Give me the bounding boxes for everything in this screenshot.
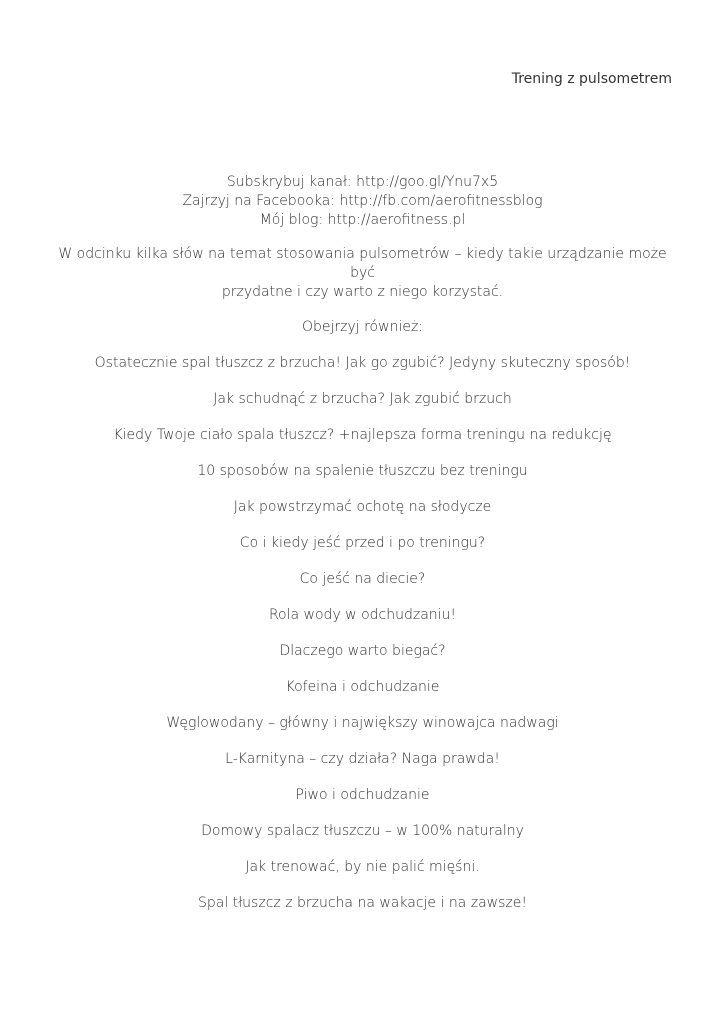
video-title: L-Karnityna – czy działa? Naga prawda! (225, 751, 500, 767)
list-item (50, 426, 675, 445)
video-title: Jak trenować, by nie palić mięśni. (245, 859, 480, 875)
blog-link: Mój blog: http://aerofitness.pl (259, 212, 466, 228)
list-item (50, 678, 675, 697)
list-item (50, 642, 675, 661)
video-title: Rola wody w odchudzaniu! (268, 607, 457, 623)
page-header-title: Trening z pulsometrem (511, 71, 672, 87)
list-item (50, 606, 675, 625)
video-title: Co jeść na diecie? (299, 571, 426, 587)
list-item (50, 858, 675, 877)
list-item (50, 894, 675, 913)
list-item (50, 354, 675, 373)
list-item (50, 786, 675, 805)
list-item (50, 822, 675, 841)
list-item (50, 570, 675, 589)
subscribe-link: Subskrybuj kanał: http://goo.gl/Ynu7x5 (226, 174, 499, 190)
list-item (50, 750, 675, 769)
list-item (50, 714, 675, 733)
video-title: Jak powstrzymać ochotę na słodycze (233, 499, 492, 515)
facebook-link: Zajrzyj na Facebooka: http://fb.com/aerofitnessblog (182, 193, 543, 209)
document-content (50, 173, 675, 913)
related-videos-list (50, 354, 675, 913)
list-item (50, 462, 675, 481)
video-title: Kofeina i odchudzanie (285, 679, 440, 695)
description-line-2: przydatne i czy warto z niego korzystać. (221, 284, 504, 300)
description-line-1: W odcinku kilka słów na temat stosowania pulsometrów – kiedy takie urządzanie może być (58, 246, 667, 281)
video-title: Dlaczego warto biegać? (279, 643, 446, 659)
see-also-label: Obejrzyj również: (301, 319, 424, 335)
social-links (50, 173, 675, 230)
video-title: Węglowodany – główny i największy winowajca nadwagi (166, 715, 559, 731)
episode-description (50, 245, 675, 302)
video-title: Co i kiedy jeść przed i po treningu? (239, 535, 486, 551)
video-title: Spal tłuszcz z brzucha na wakacje i na zawsze! (198, 895, 527, 911)
video-title: Domowy spalacz tłuszczu – w 100% naturalny (201, 823, 524, 839)
list-item (50, 498, 675, 517)
video-title: Jak schudnąć z brzucha? Jak zgubić brzuch (213, 391, 512, 407)
list-item (50, 390, 675, 409)
video-title: Kiedy Twoje ciało spala tłuszcz? +najlepsza forma treningu na redukcję (113, 427, 612, 443)
video-title: 10 sposobów na spalenie tłuszczu bez treningu (197, 463, 528, 479)
list-item (50, 534, 675, 553)
video-title: Ostatecznie spal tłuszcz z brzucha! Jak go zgubić? Jedyny skuteczny sposób! (94, 355, 631, 371)
video-title: Piwo i odchudzanie (295, 787, 430, 803)
